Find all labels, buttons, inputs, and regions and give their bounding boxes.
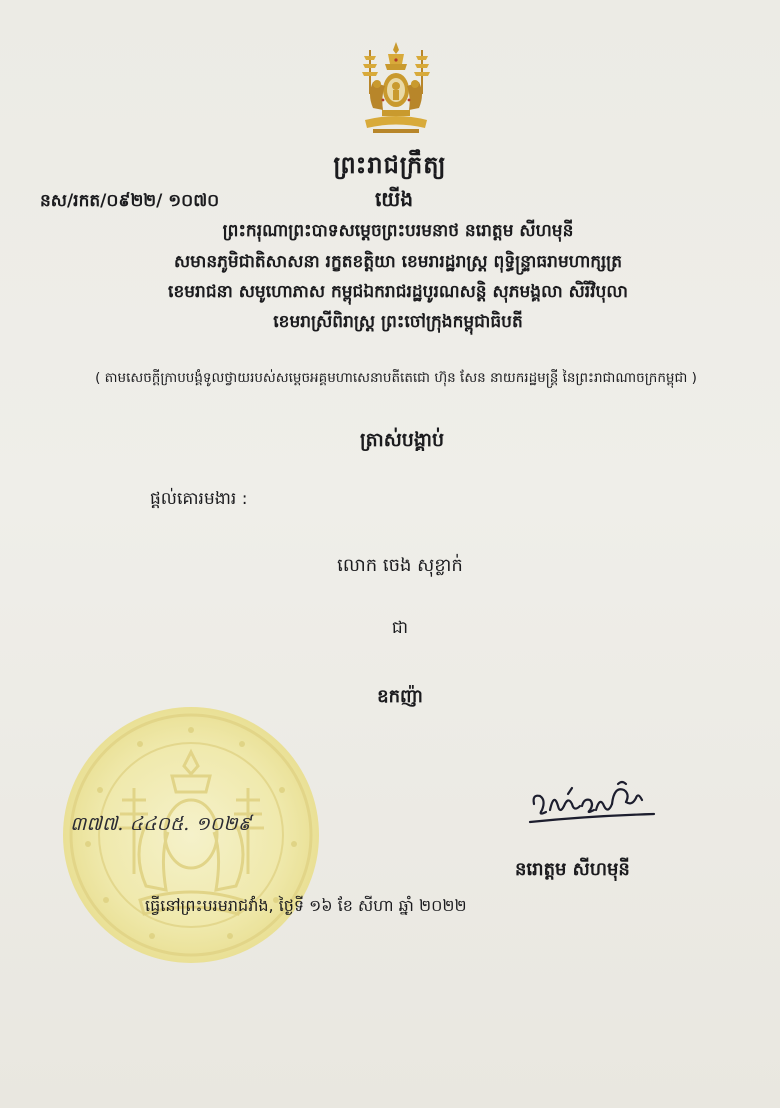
- as-word: ជា: [391, 618, 409, 638]
- we-heading: យើង: [374, 187, 414, 211]
- royal-title-line-3: ខេមរាជនា សមូហោភាស កម្ពុជឯករាជរដ្ឋបូរណសន្តិ សុភមង្គលា សិរីវិបុលា: [168, 282, 628, 302]
- recommendation-note: ( តាមសេចក្តីក្រាបបង្គំទូលថ្វាយរបស់សម្តេចអគ្គមហាសេនាបតីតេជោ ហ៊ុន សែន នាយករដ្ឋមន្ត្រី នៃព្រះរាជាណាចក្រកម្ពុជា ): [95, 370, 697, 386]
- rank-title: ឧកញ៉ា: [377, 686, 423, 707]
- royal-title-line-2: សមានភូមិជាតិសាសនា រក្ខតខត្តិយា ខេមរារដ្ឋរាស្ត្រ ពុទ្ធិន្ទ្រាធរាមហាក្សត្រ: [173, 252, 623, 272]
- issue-date: ធ្វើនៅព្រះបរមរាជវាំង, ថ្ងៃទី ១៦ ខែ សីហា ឆ្នាំ ២០២២: [145, 896, 467, 915]
- royal-title-line-4: ខេមរាស្រីពិរាស្ត្រ ព្រះចៅក្រុងកម្ពុជាធិបតី: [273, 312, 523, 332]
- royal-crest-icon: [355, 40, 437, 136]
- registration-number: ៣៧៧. ៤៤០៥. ១០២៩: [70, 813, 252, 835]
- royal-signature: [528, 776, 658, 838]
- decree-title: ព្រះរាជក្រឹត្យ: [333, 151, 447, 179]
- orders-heading: ត្រាស់បង្គាប់: [359, 429, 445, 451]
- recipient-name: លោក ចេង សុខ្លាក់: [337, 555, 463, 576]
- grant-label: ផ្តល់គោរមងារ :: [150, 489, 248, 509]
- royal-title-line-1: ព្រះករុណាព្រះបាទសម្តេចព្រះបរមនាថ នរោត្តម សីហមុនី: [222, 221, 574, 241]
- signer-name: នរោត្តម សីហមុនី: [515, 859, 630, 880]
- decree-number: នស/រកត/០៩២២/ ១០៧០: [40, 191, 220, 211]
